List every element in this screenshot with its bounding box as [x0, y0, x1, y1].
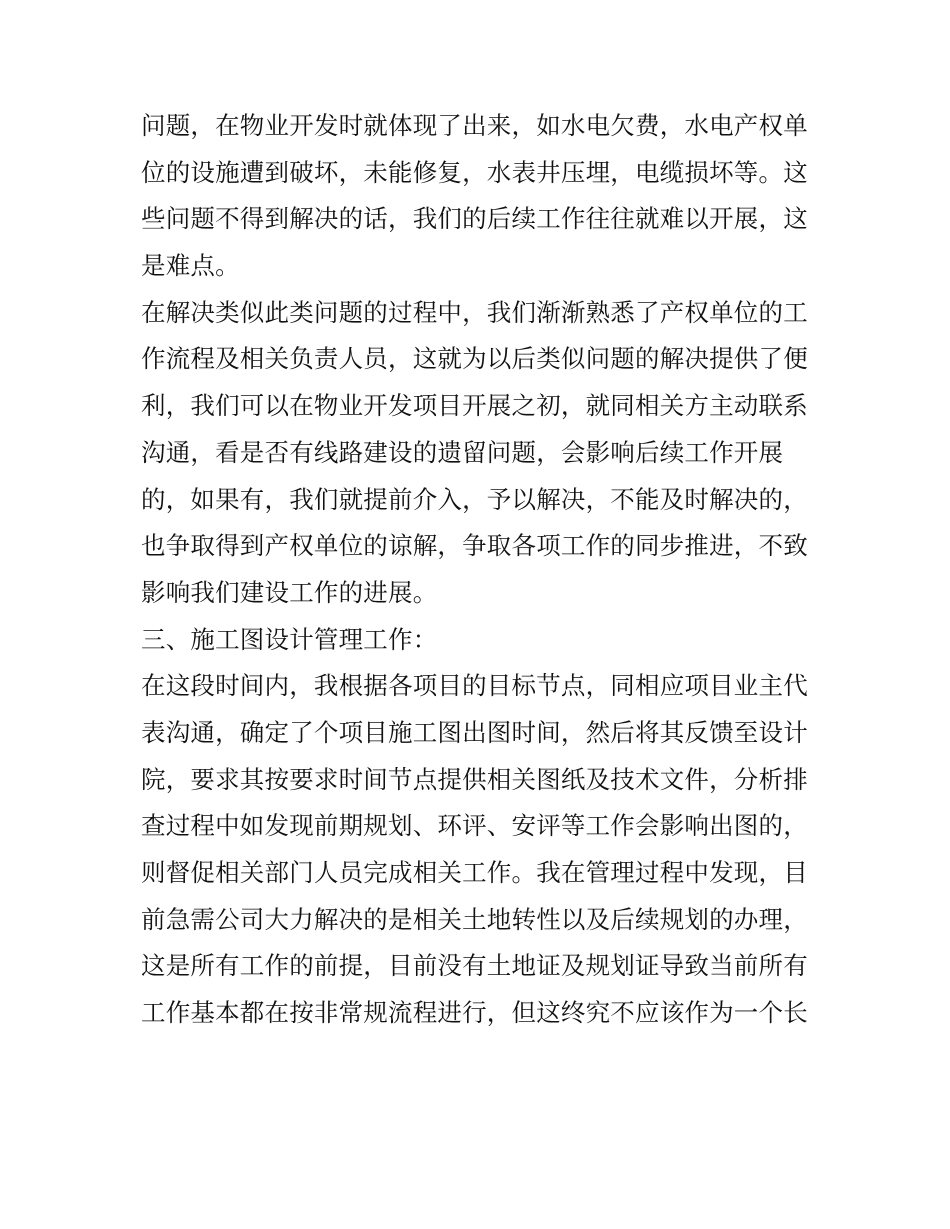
text-line: 也争取得到产权单位的谅解，争取各项工作的同步推进，不致 [141, 531, 808, 561]
text-line: 些问题不得到解决的话，我们的后续工作往往就难以开展，这 [141, 204, 808, 234]
text-line: 利，我们可以在物业开发项目开展之初，就同相关方主动联系 [141, 391, 808, 421]
text-line: 是难点。 [141, 251, 240, 281]
text-line: 工作基本都在按非常规流程进行，但这终究不应该作为一个长 [141, 998, 808, 1028]
text-line: 表沟通，确定了个项目施工图出图时间，然后将其反馈至设计 [141, 717, 808, 747]
text-line: 前急需公司大力解决的是相关土地转性以及后续规划的办理， [141, 904, 808, 934]
text-line: 的，如果有，我们就提前介入，予以解决，不能及时解决的， [141, 484, 808, 514]
text-line: 查过程中如发现前期规划、环评、安评等工作会影响出图的， [141, 811, 808, 841]
text-line: 沟通，看是否有线路建设的遗留问题，会影响后续工作开展 [141, 437, 784, 467]
text-line: 影响我们建设工作的进展。 [141, 577, 438, 607]
text-line: 位的设施遭到破坏，未能修复，水表井压埋，电缆损坏等。这 [141, 157, 808, 187]
text-line: 问题，在物业开发时就体现了出来，如水电欠费，水电产权单 [141, 111, 808, 140]
text-line: 在这段时间内，我根据各项目的目标节点，同相应项目业主代 [141, 671, 808, 701]
text-line: 院，要求其按要求时间节点提供相关图纸及技术文件，分析排 [141, 764, 808, 794]
text-line: 作流程及相关负责人员，这就为以后类似问题的解决提供了便 [141, 344, 808, 374]
text-line: 这是所有工作的前提，目前没有土地证及规划证导致当前所有 [141, 951, 808, 981]
text-line: 在解决类似此类问题的过程中，我们渐渐熟悉了产权单位的工 [141, 297, 808, 327]
section-heading: 三、施工图设计管理工作： [141, 624, 438, 654]
text-line: 则督促相关部门人员完成相关工作。我在管理过程中发现，目 [141, 858, 808, 887]
body-text [141, 103, 821, 1037]
